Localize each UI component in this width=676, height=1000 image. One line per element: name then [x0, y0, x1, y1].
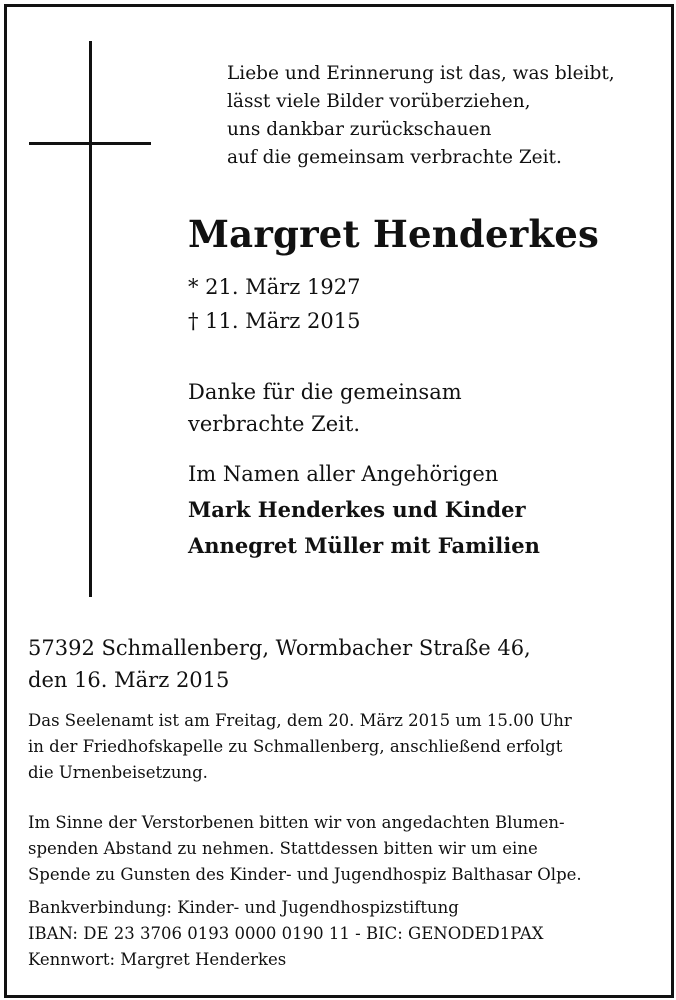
address-line: 57392 Schmallenberg, Wormbacher Straße 46,	[28, 636, 531, 660]
keyword-line: Kennwort: Margret Henderkes	[28, 950, 287, 969]
thanks-text	[188, 376, 462, 440]
deceased-name: Margret Henderkes	[188, 212, 600, 256]
bank-details	[28, 895, 544, 973]
donation-request	[28, 810, 582, 888]
thanks-line: verbrachte Zeit.	[188, 412, 361, 436]
poem	[227, 60, 615, 172]
donation-line: Im Sinne der Verstorbenen bitten wir von angedachten Blumen-	[28, 813, 565, 832]
bank-line: Bankverbindung: Kinder- und Jugendhospizstiftung	[28, 898, 459, 917]
service-line: Das Seelenamt ist am Freitag, dem 20. März 2015 um 15.00 Uhr	[28, 711, 572, 730]
service-notice	[28, 708, 572, 786]
address-date: den 16. März 2015	[28, 668, 230, 692]
poem-line: auf die gemeinsam verbrachte Zeit.	[227, 147, 562, 168]
address-block	[28, 632, 531, 696]
service-line: die Urnenbeisetzung.	[28, 763, 208, 782]
death-date: † 11. März 2015	[188, 309, 361, 333]
mourners-block	[188, 456, 540, 564]
poem-line: uns dankbar zurückschauen	[227, 119, 492, 140]
cross-horizontal-bar	[29, 142, 151, 145]
thanks-line: Danke für die gemeinsam	[188, 380, 462, 404]
poem-line: lässt viele Bilder vorüberziehen,	[227, 91, 531, 112]
donation-line: Spende zu Gunsten des Kinder- und Jugendhospiz Balthasar Olpe.	[28, 865, 582, 884]
iban-line: IBAN: DE 23 3706 0193 0000 0190 11 - BIC: GENODED1PAX	[28, 924, 544, 943]
mourners-intro: Im Namen aller Angehörigen	[188, 462, 499, 486]
life-dates	[188, 270, 361, 338]
mourner-name: Annegret Müller mit Familien	[188, 533, 540, 558]
service-line: in der Friedhofskapelle zu Schmallenberg, anschließend erfolgt	[28, 737, 563, 756]
mourner-name: Mark Henderkes und Kinder	[188, 497, 526, 522]
birth-date: * 21. März 1927	[188, 275, 361, 299]
cross-vertical-bar	[89, 41, 92, 597]
donation-line: spenden Abstand zu nehmen. Stattdessen bitten wir um eine	[28, 839, 538, 858]
poem-line: Liebe und Erinnerung ist das, was bleibt,	[227, 63, 615, 84]
